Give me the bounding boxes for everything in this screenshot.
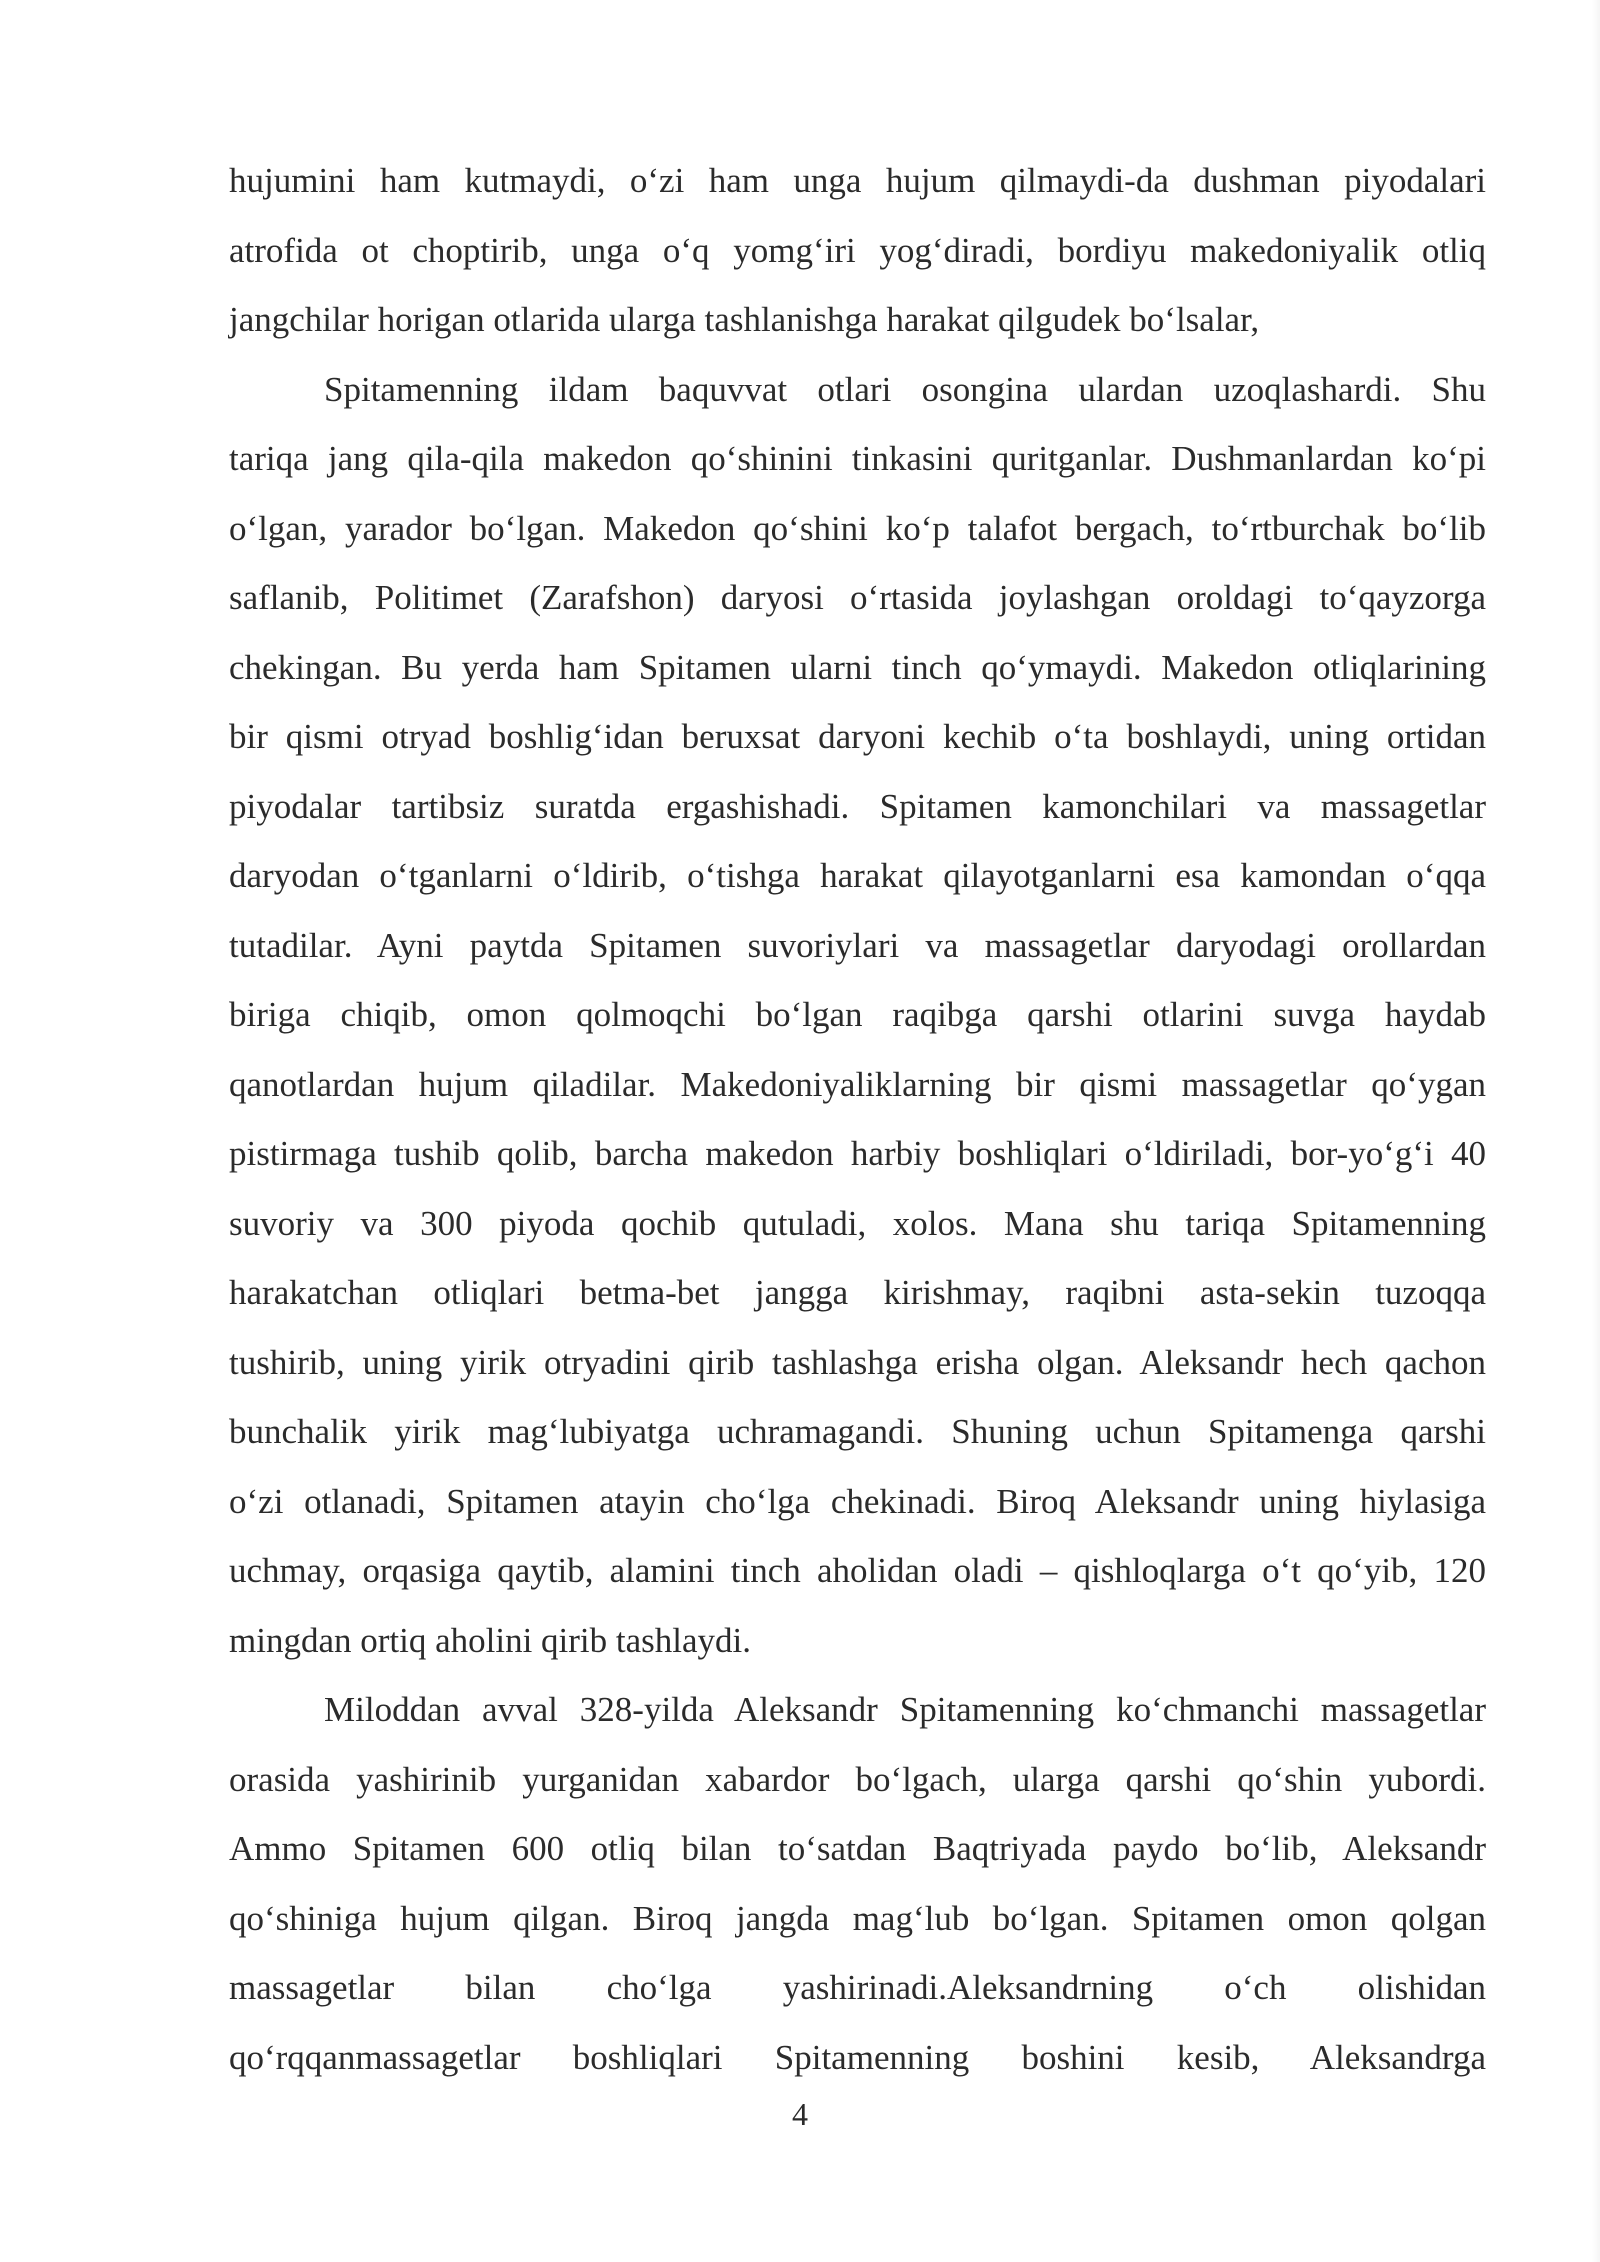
text-line: tariqa jang qila-qila makedon qo‘shinini tinkasini quritganlar. Dushmanlardan ko‘pi xyxy=(229,439,1486,478)
page-number: 4 xyxy=(792,2096,808,2132)
paragraph-1 xyxy=(229,146,1486,355)
text-line: bir qismi otryad boshlig‘idan beruxsat daryoni kechib o‘ta boshlaydi, uning ortidan xyxy=(229,717,1486,756)
text-line: hujumini ham kutmaydi, o‘zi ham unga hujum qilmaydi-da dushman piyodalari xyxy=(229,161,1486,200)
page-edge-shadow xyxy=(1592,0,1600,2262)
text-line: massagetlar bilan cho‘lga yashirinadi.Aleksandrning o‘ch olishidan xyxy=(229,1968,1486,2007)
text-line: biriga chiqib, omon qolmoqchi bo‘lgan raqibga qarshi otlarini suvga haydab xyxy=(229,995,1486,1034)
document-body xyxy=(229,146,1486,2092)
text-line: harakatchan otliqlari betma-bet jangga kirishmay, raqibni asta-sekin tuzoqqa xyxy=(229,1273,1486,1312)
paragraph-2 xyxy=(229,355,1486,1676)
text-line: uchmay, orqasiga qaytib, alamini tinch aholidan oladi – qishloqlarga o‘t qo‘yib, 120 xyxy=(229,1551,1486,1590)
text-line: chekingan. Bu yerda ham Spitamen ularni tinch qo‘ymaydi. Makedon otliqlarining xyxy=(229,647,1486,687)
text-line: suvoriy va 300 piyoda qochib qutuladi, xolos. Mana shu tariqa Spitamenning xyxy=(229,1203,1486,1243)
text-line: tutadilar. Ayni paytda Spitamen suvoriylari va massagetlar daryodagi orollardan xyxy=(229,925,1486,965)
text-line: o‘zi otlanadi, Spitamen atayin cho‘lga chekinadi. Biroq Aleksandr uning hiylasiga xyxy=(229,1481,1486,1521)
text-line: piyodalar tartibsiz suratda ergashishadi. Spitamen kamonchilari va massagetlar xyxy=(229,786,1486,826)
text-line: qo‘rqqanmassagetlar boshliqlari Spitamenning boshini kesib, Aleksandrga xyxy=(229,2037,1486,2077)
text-line: mingdan ortiq aholini qirib tashlaydi. xyxy=(229,1620,752,1660)
text-line: tushirib, uning yirik otryadini qirib tashlashga erisha olgan. Aleksandr hech qachon xyxy=(229,1342,1486,1382)
text-line: qanotlardan hujum qiladilar. Makedoniyaliklarning bir qismi massagetlar qo‘ygan xyxy=(229,1064,1486,1104)
paragraph-3 xyxy=(229,1675,1486,2092)
text-line: daryodan o‘tganlarni o‘ldirib, o‘tishga harakat qilayotganlarni esa kamondan o‘qqa xyxy=(229,856,1486,895)
text-line: bunchalik yirik mag‘lubiyatga uchramagandi. Shuning uchun Spitamenga qarshi xyxy=(229,1412,1486,1451)
text-line: jangchilar horigan otlarida ularga tashlanishga harakat qilgudek bo‘lsalar, xyxy=(229,300,1260,339)
text-line: o‘lgan, yarador bo‘lgan. Makedon qo‘shini ko‘p talafot bergach, to‘rtburchak bo‘lib xyxy=(229,508,1486,548)
text-line: saflanib, Politimet (Zarafshon) daryosi o‘rtasida joylashgan oroldagi to‘qayzorga xyxy=(229,578,1486,617)
text-line: Ammo Spitamen 600 otliq bilan to‘satdan Baqtriyada paydo bo‘lib, Aleksandr xyxy=(229,1829,1486,1868)
text-line: Spitamenning ildam baquvvat otlari osongina ulardan uzoqlashardi. Shu xyxy=(324,369,1486,409)
text-line: Miloddan avval 328-yilda Aleksandr Spitamenning ko‘chmanchi massagetlar xyxy=(324,1690,1486,1729)
text-line: qo‘shiniga hujum qilgan. Biroq jangda mag‘lub bo‘lgan. Spitamen omon qolgan xyxy=(229,1898,1486,1938)
text-line: pistirmaga tushib qolib, barcha makedon harbiy boshliqlari o‘ldiriladi, bor-yo‘g‘i 40 xyxy=(229,1134,1486,1173)
text-line: atrofida ot choptirib, unga o‘q yomg‘iri yog‘diradi, bordiyu makedoniyalik otliq xyxy=(229,230,1486,270)
text-line: orasida yashirinib yurganidan xabardor bo‘lgach, ularga qarshi qo‘shin yubordi. xyxy=(229,1759,1486,1799)
